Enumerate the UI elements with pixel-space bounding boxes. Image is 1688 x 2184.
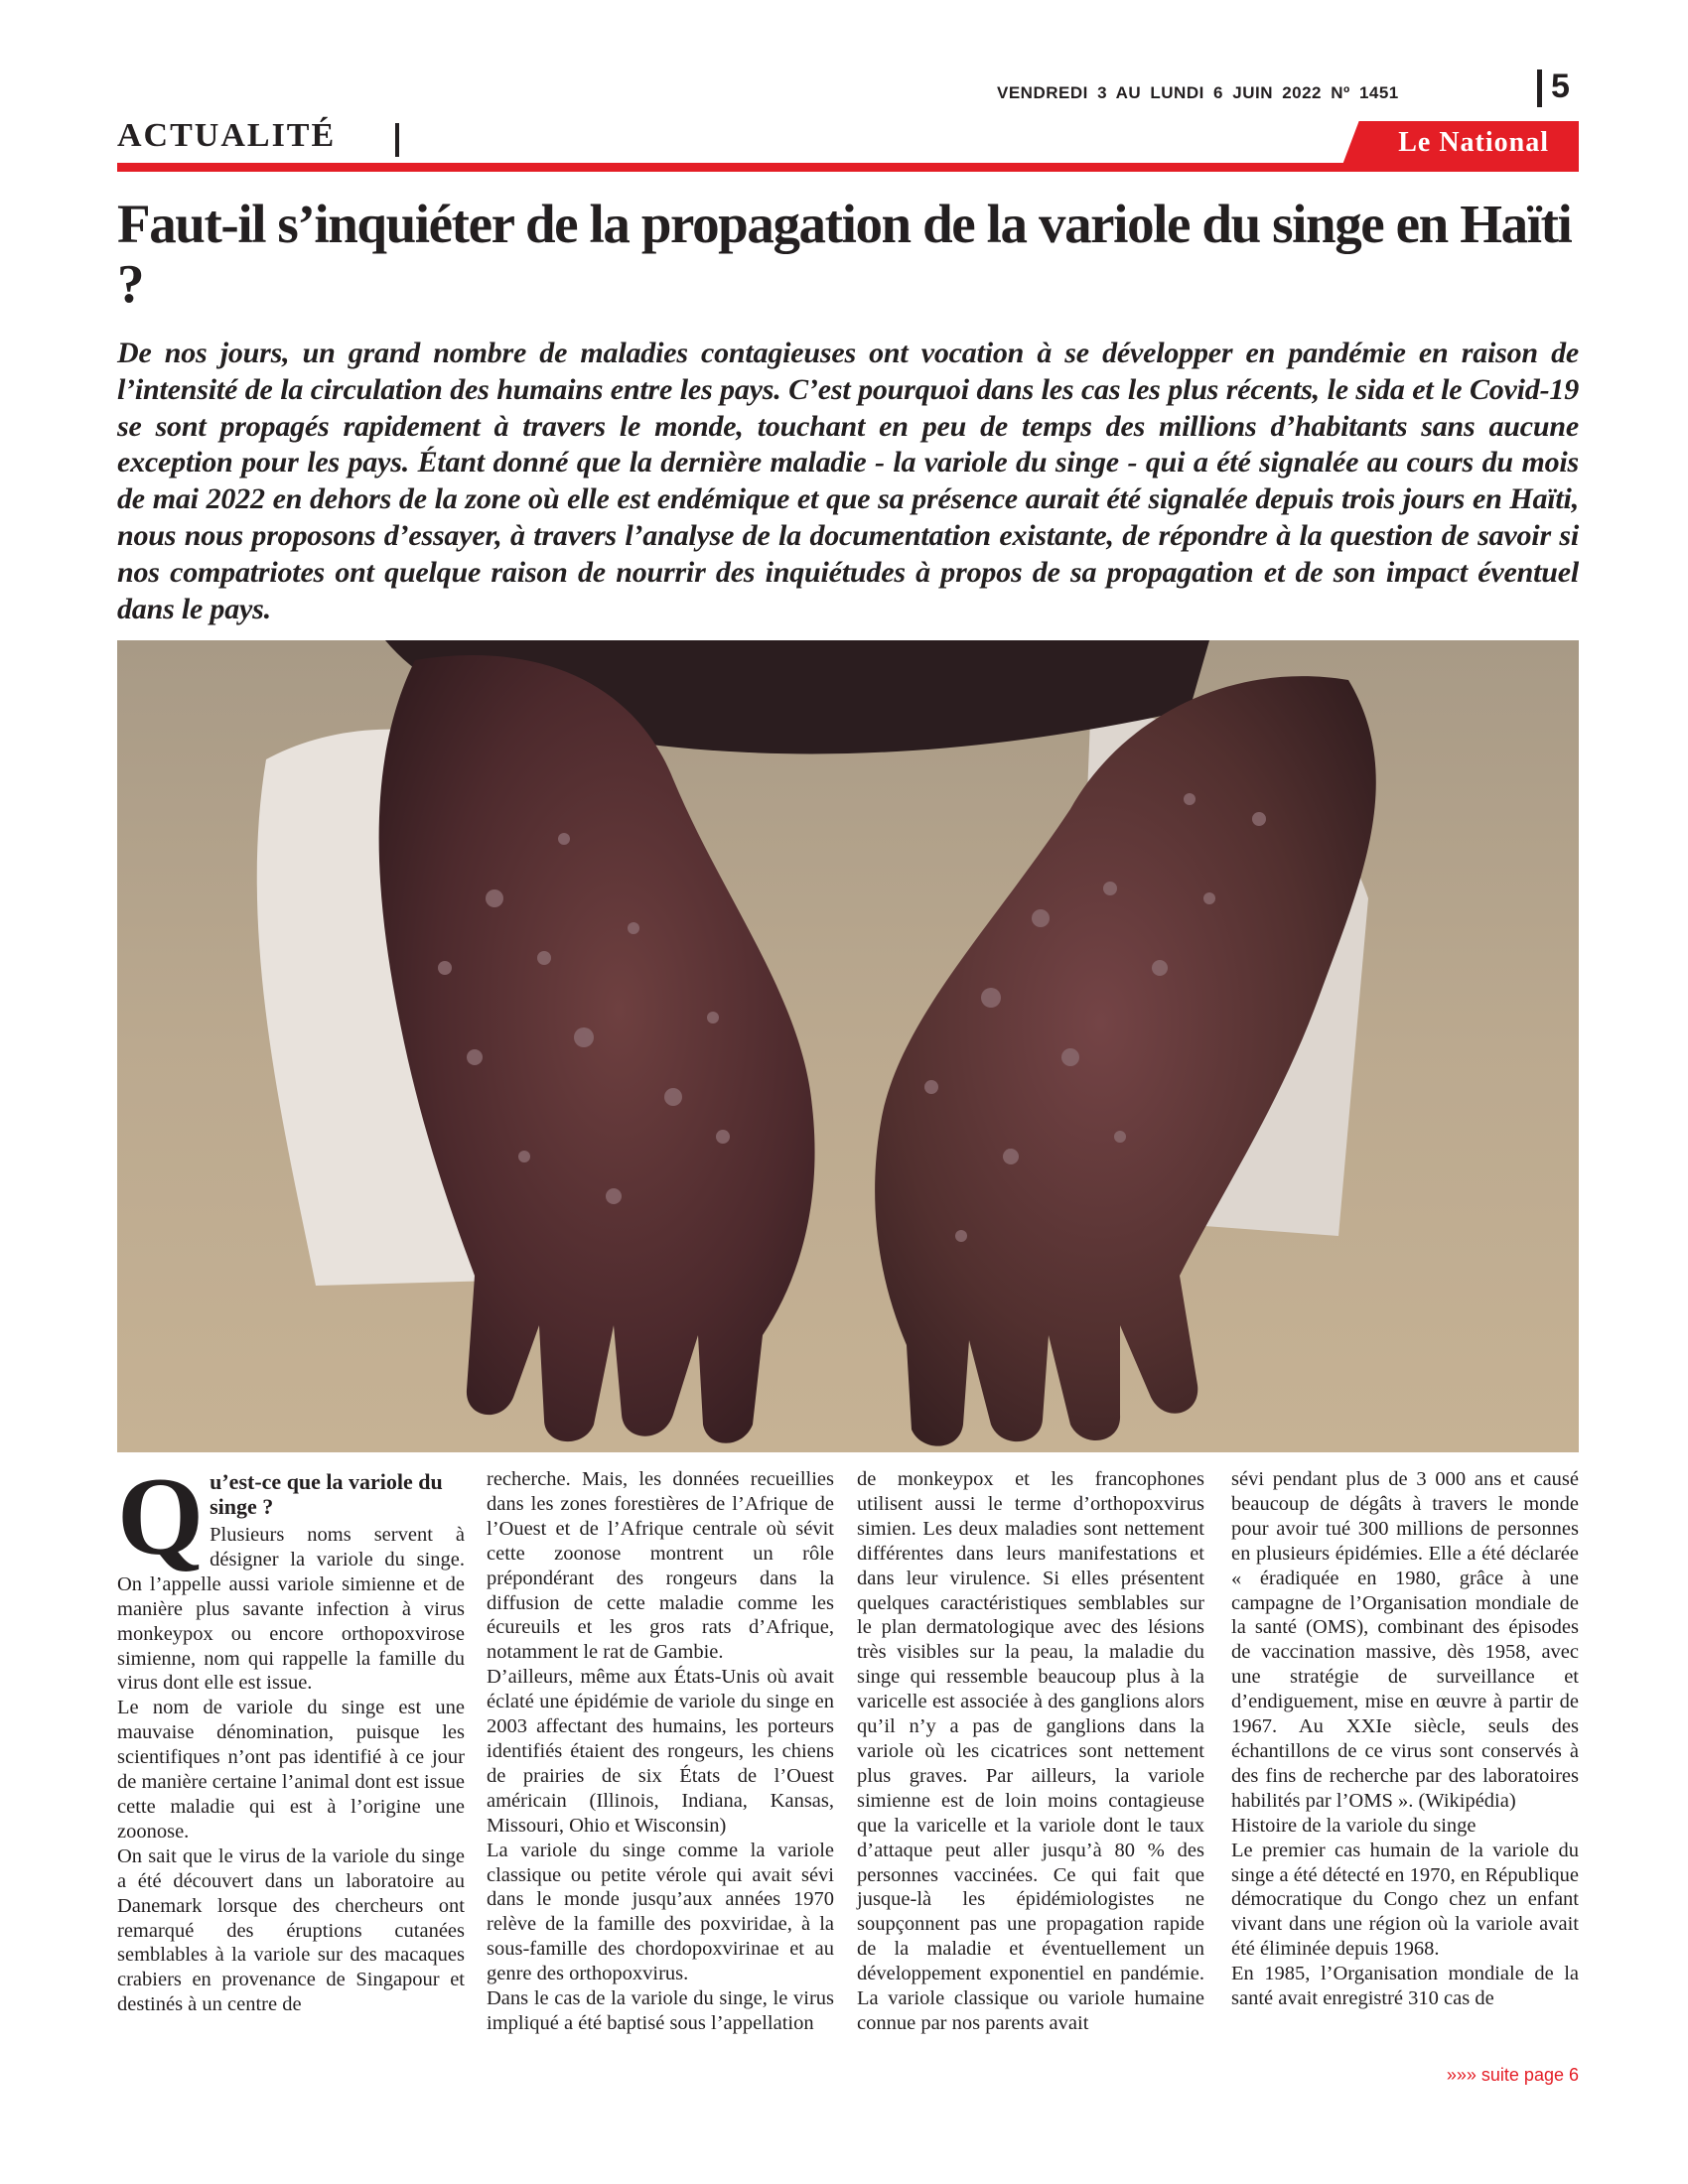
paragraph: sévi pendant plus de 3 000 ans et causé beaucoup de dégâts à travers le monde pour avoir tué 300 millions de personnes en plusieurs épidémies. Elle a été déclarée « éradiquée en 1980, grâce à une campagne de l’Organisation mondiale de la santé (OMS), combinant des épisodes de vaccination massive, dès 1958, avec une stratégie de surveillance et d’endiguement, mise en œuvre à partir de 1967. Au XXIe siècle, seuls des échantillons de ce virus sont conservés à des fins de recherche par des laboratoires habilités par l’OMS ». (Wikipédia) [1231,1468,1579,1812]
subheading: Histoire de la variole du singe [1231,1814,1477,1837]
paragraph: En 1985, l’Organisation mondiale de la santé avait enregistré 310 cas de [1231,1963,1579,2010]
page-number: 5 [1551,68,1570,105]
paragraph: On sait que le virus de la variole du singe a été découvert dans un laboratoire au Danemark lorsque des chercheurs ont remarqué des éruptions cutanées semblables à la variole sur des macaques crabiers en provenance de Singapour et destinés à un centre de [117,1844,465,2016]
paragraph: Dans le cas de la variole du singe, le virus impliqué a été baptisé sous l’appellation [487,1987,834,2034]
page-number-separator [1537,69,1542,107]
paragraph: de monkeypox et les francophones utilisent aussi le terme d’orthopoxvirus simien. Les deux maladies sont nettement différentes dans leurs manifestations et dans leur virulence. Si elles présentent quelques caractéristiques semblables sur le plan dermatologique avec des lésions très visibles sur la peau, la maladie du singe qui ressemble beaucoup plus à la varicelle est associée à des ganglions alors qu’il n’y a pas de ganglions dans la variole où les cicatrices sont nettement plus graves. Par ailleurs, la variole simienne est de loin moins contagieuse que la varicelle et la variole dont le taux d’attaque peut aller jusqu’à 80 % des personnes vaccinées. Ce qui fait que jusque-là les épidémiologistes ne soupçonnent pas une propagation rapide de la maladie et éventuellement un développement exponentiel en pandémie. La variole classique ou variole humaine connue par nos parents avait [857,1468,1204,2034]
drop-cap: Q [117,1455,205,1578]
paragraph: La variole du singe comme la variole classique ou petite vérole qui avait sévi dans le monde jusqu’aux années 1970 relève de la famille des poxviridae, à la sous-famille des chordopoxvirinae et au genre des orthopoxvirus. [487,1839,834,1985]
paragraph: recherche. Mais, les données recueillies dans les zones forestières de l’Afrique de l’Ouest et de l’Afrique centrale où sévit cette zoonose montrent un rôle prépondérant des rongeurs dans la diffusion de cette maladie comme les écureuils et les gros rats d’Afrique, notamment le rat de Gambie. [487,1468,834,1664]
paragraph: D’ailleurs, même aux États-Unis où avait éclaté une épidémie de variole du singe en 2003 affectant des humains, les porteurs identifiés étaient des rongeurs, les chiens de prairies de six États de l’Ouest américain (Illinois, Indiana, Kansas, Missouri, Ohio et Wisconsin) [487,1666,834,1837]
article-headline: Faut-il s’inquiéter de la propagation de la variole du singe en Haïti ? [117,194,1572,314]
article-photo [117,640,1579,1452]
paragraph: Plusieurs noms servent à désigner la variole du singe. On l’appelle aussi variole simienne et de manière plus savante infection à virus monkeypox ou encore orthopoxvirose simienne, nom qui rappelle la famille du virus dont elle est issue. [117,1524,465,1695]
section-separator [395,123,399,157]
column-3 [857,1467,1204,2036]
column-1 [117,1455,465,2017]
header-rule [117,163,1579,172]
paragraph: Le nom de variole du singe est une mauvaise dénomination, puisque les scientifiques n’ont pas identifié à ce jour de manière certaine l’animal dont est issue cette maladie qui est à l’origine une zoonose. [117,1697,465,1843]
column-4 [1231,1467,1579,2011]
article-lede: De nos jours, un grand nombre de maladies contagieuses ont vocation à se développer en pandémie en raison de l’intensité de la circulation des humains entre les pays. C’est pourquoi dans les cas les plus récents, le sida et le Covid-19 se sont propagés rapidement à travers le monde, touchant en peu de temps des millions d’habitants sans aucune exception pour les pays. Étant donné que la dernière maladie - la variole du singe - qui a été signalée au cours du mois de mai 2022 en dehors de la zone où elle est endémique et que sa présence aurait été signalée depuis trois jours en Haïti, nous nous proposons d’essayer, à travers l’analyse de la documentation existante, de répondre à la question de savoir si nos compatriotes ont quelque raison de nourrir des inquiétudes à propos de sa propagation et de son impact éventuel dans le pays. [117,337,1579,625]
brand-name: Le National [1398,127,1549,158]
continued-link[interactable]: »»» suite page 6 [1446,2065,1579,2085]
paragraph: Le premier cas humain de la variole du singe a été détecté en 1970, en République démocratique du Congo chez un enfant vivant dans une région où la variole avait été éliminée depuis 1968. [1231,1839,1579,1961]
column-2 [487,1467,834,2036]
section-kicker: u’est-ce que la variole du singe ? [210,1469,443,1519]
date-issue-line: VENDREDI 3 AU LUNDI 6 JUIN 2022 Nº 1451 [997,83,1399,102]
section-title: ACTUALITÉ [117,117,337,154]
